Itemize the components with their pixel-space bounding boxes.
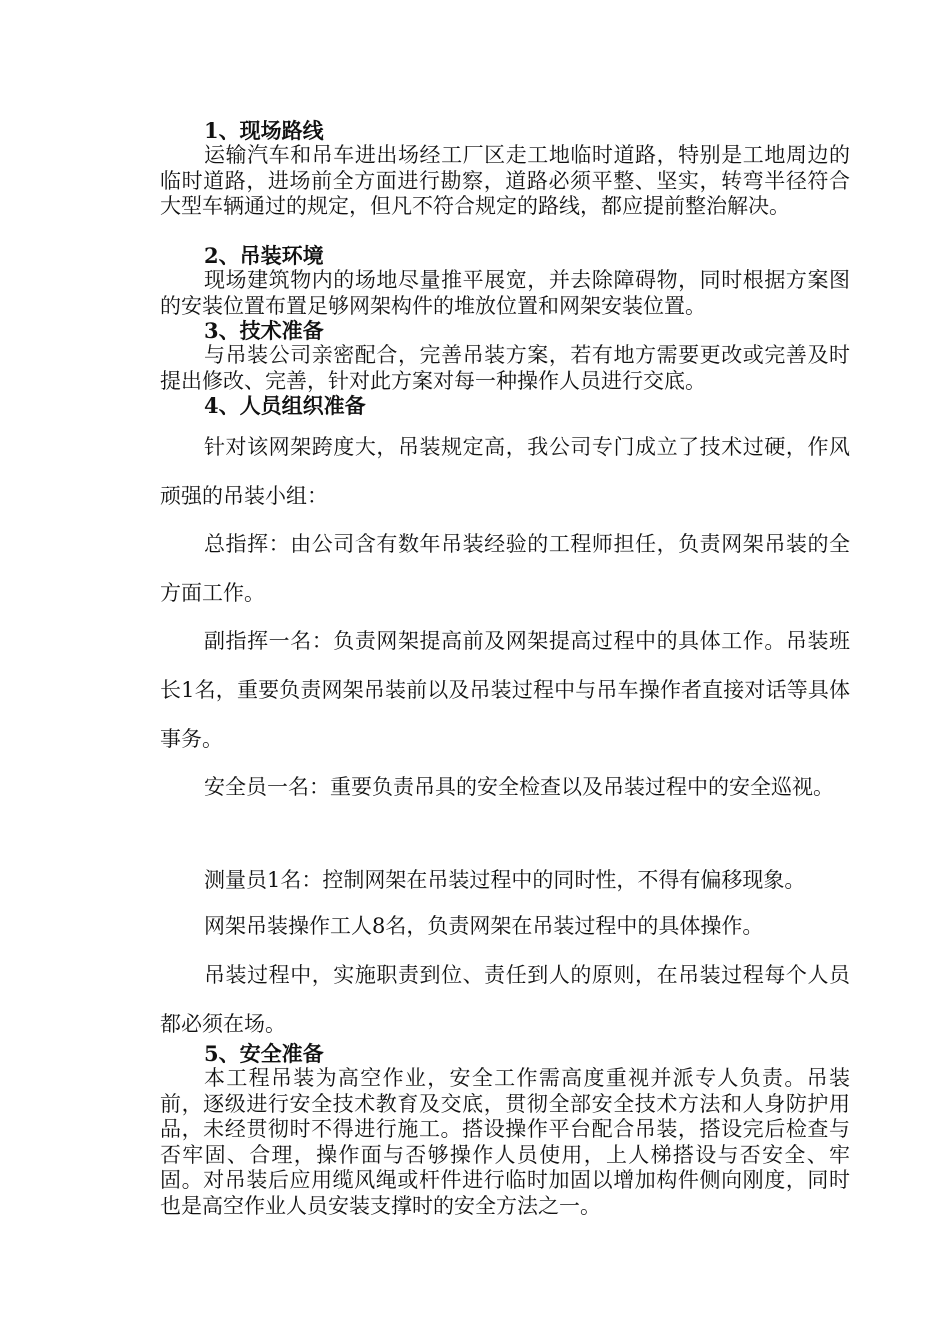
responsibility-paragraph: 吊装过程中，实施职责到位、责任到人的原则，在吊装过程每个人员都必须在场。 [160,963,850,1036]
deputy-commander-paragraph: 副指挥一名：负责网架提高前及网架提高过程中的具体工作。吊装班长1名，重要负责网架吊装前以及吊装过程中与吊车操作者直接对话等具体事务。 [160,629,850,751]
commander-paragraph: 总指挥：由公司含有数年吊装经验的工程师担任，负责网架吊装的全方面工作。 [160,532,850,605]
section-heading-environment: 2、吊装环境 [204,243,324,268]
section-heading-technical: 3、技术准备 [204,318,324,343]
personnel-intro-paragraph: 针对该网架跨度大，吊装规定高，我公司专门成立了技术过硬，作风顽强的吊装小组： [160,435,850,508]
section-paragraph-environment: 现场建筑物内的场地尽量推平展宽，并去除障碍物，同时根据方案图的安装位置布置足够网架构件的堆放位置和网架安装位置。 [160,268,850,318]
section-paragraph-route: 运输汽车和吊车进出场经工厂区走工地临时道路，特别是工地周边的临时道路，进场前全方面进行勘察，道路必须平整、坚实，转弯半径符合大型车辆通过的规定，但凡不符合规定的路线，都应提前整治解决。 [160,143,850,218]
section-heading-safety: 5、安全准备 [204,1041,324,1066]
section-heading-personnel: 4、人员组织准备 [204,393,366,418]
operators-paragraph: 网架吊装操作工人8名，负责网架在吊装过程中的具体操作。 [204,914,764,938]
surveyor-paragraph: 测量员1名：控制网架在吊装过程中的同时性，不得有偏移现象。 [204,868,806,892]
safety-officer-paragraph: 安全员一名：重要负责吊具的安全检查以及吊装过程中的安全巡视。 [204,775,834,799]
section-heading-route: 1、现场路线 [204,118,324,143]
section-paragraph-safety: 本工程吊装为高空作业，安全工作需高度重视并派专人负责。吊装前，逐级进行安全技术教育及交底，贯彻全部安全技术方法和人身防护用品，未经贯彻时不得进行施工。搭设操作平台配合吊装，搭设完后检查与否牢固、合理，操作面与否够操作人员使用，上人梯搭设与否安全、牢固。对吊装后应用缆风绳或杆件进行临时加固以增加构件侧向刚度，同时也是高空作业人员安装支撑时的安全方法之一。 [160,1066,850,1218]
section-paragraph-technical: 与吊装公司亲密配合，完善吊装方案，若有地方需要更改或完善及时提出修改、完善，针对此方案对每一种操作人员进行交底。 [160,343,850,393]
